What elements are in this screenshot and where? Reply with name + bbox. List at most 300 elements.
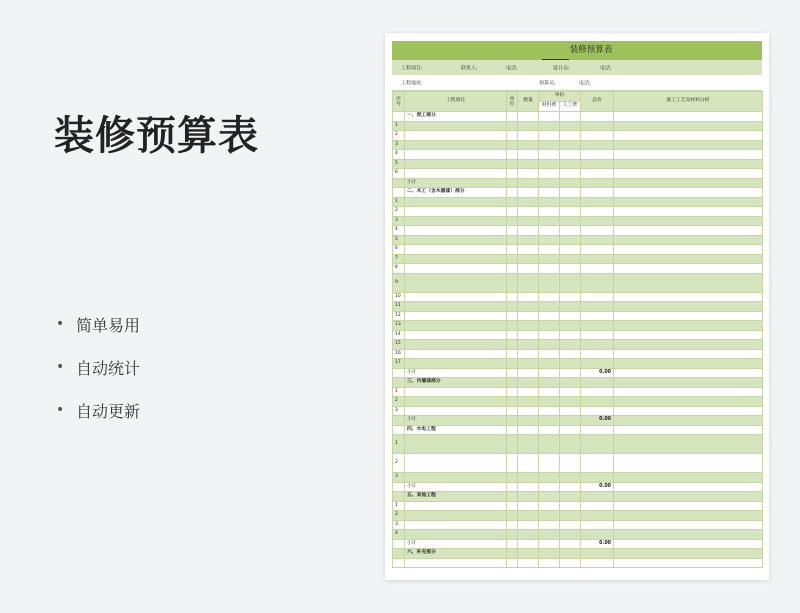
table-cell [405,169,507,179]
table-cell [614,131,763,141]
table-cell [581,264,614,274]
table-row [393,539,763,549]
table-cell [581,425,614,435]
table-cell [393,416,405,426]
table-cell [539,558,560,568]
table-cell [560,511,581,521]
table-cell [539,473,560,483]
table-cell [393,368,405,378]
table-cell [581,511,614,521]
table-cell [614,273,763,292]
table-cell [560,378,581,388]
row-seq: 16 [393,349,405,359]
row-seq: 1 [393,435,405,454]
table-cell [560,340,581,350]
table-cell [518,131,539,141]
table-cell [518,264,539,274]
table-cell [560,188,581,198]
table-cell [560,254,581,264]
table-row [393,530,763,540]
table-cell [539,368,560,378]
table-row [393,416,763,426]
table-cell [560,397,581,407]
table-cell [507,245,518,255]
table-cell [539,330,560,340]
table-cell [507,549,518,559]
row-seq: 5 [393,159,405,169]
table-cell [581,112,614,122]
table-cell [614,501,763,511]
row-seq: 15 [393,340,405,350]
table-cell [614,216,763,226]
table-cell [560,482,581,492]
table-cell [614,140,763,150]
address-label: 工程地址: [401,80,423,86]
table-row [393,558,763,568]
designer-label: 设计员: [553,65,570,71]
table-cell [405,397,507,407]
budgeter-label: 预算员: [539,80,556,86]
table-cell [539,435,560,454]
table-cell [405,435,507,454]
table-cell [518,311,539,321]
table-cell [614,397,763,407]
table-cell [393,188,405,198]
table-cell [518,292,539,302]
table-cell [581,454,614,473]
table-cell [539,340,560,350]
table-cell [539,482,560,492]
table-cell [614,169,763,179]
table-cell [405,216,507,226]
table-cell [507,340,518,350]
table-cell [614,511,763,521]
table-cell [518,235,539,245]
row-seq: 2 [393,454,405,473]
table-cell [560,330,581,340]
table-cell [539,197,560,207]
table-cell [539,121,560,131]
table-cell [614,378,763,388]
table-row [393,197,763,207]
table-cell [581,397,614,407]
table-row [393,150,763,160]
table-cell [560,530,581,540]
table-cell [518,150,539,160]
table-cell [539,264,560,274]
table-cell [560,349,581,359]
table-cell [560,197,581,207]
table-cell [393,549,405,559]
table-cell [581,435,614,454]
table-cell [581,131,614,141]
table-cell [518,530,539,540]
table-cell [507,416,518,426]
table-cell [539,245,560,255]
table-cell [539,140,560,150]
table-cell [581,501,614,511]
table-cell [507,387,518,397]
table-cell [539,454,560,473]
subtotal-value [581,178,614,188]
row-seq: 10 [393,292,405,302]
table-cell [560,302,581,312]
table-cell [393,378,405,388]
row-seq: 4 [393,530,405,540]
table-row [393,359,763,369]
table-cell [405,197,507,207]
table-row [393,264,763,274]
table-cell [560,264,581,274]
table-cell [405,349,507,359]
section-label: 三、内墙漆部分 [405,378,507,388]
table-cell [560,112,581,122]
table-cell [539,226,560,236]
table-cell [507,530,518,540]
table-cell [560,359,581,369]
table-row [393,131,763,141]
header-labor: 人工费 [560,102,581,112]
table-cell [507,435,518,454]
table-cell [405,245,507,255]
row-seq: 5 [393,235,405,245]
row-seq: 3 [393,140,405,150]
budget-sheet-preview [385,33,769,580]
section-label: 二、木工（含木器漆）部分 [405,188,507,198]
subtotal-value: 0.00 [581,482,614,492]
table-cell [539,416,560,426]
table-cell [539,131,560,141]
table-cell [507,169,518,179]
table-row [393,112,763,122]
table-cell [405,558,507,568]
table-cell [518,435,539,454]
table-cell [539,378,560,388]
row-seq: 1 [393,121,405,131]
table-cell [560,311,581,321]
table-cell [405,340,507,350]
subtotal-label: 小计 [405,368,507,378]
table-cell [581,169,614,179]
subtotal-value: 0.00 [581,368,614,378]
table-cell [539,216,560,226]
table-cell [581,349,614,359]
table-cell [518,454,539,473]
row-seq: 3 [393,406,405,416]
table-cell [560,368,581,378]
table-cell [581,321,614,331]
sheet-info-row-2 [392,75,762,91]
table-row [393,292,763,302]
table-cell [405,311,507,321]
table-cell [614,368,763,378]
table-cell [507,349,518,359]
table-cell [393,425,405,435]
table-cell [539,321,560,331]
table-cell [581,406,614,416]
table-cell [507,226,518,236]
table-cell [581,197,614,207]
row-seq: 1 [393,387,405,397]
table-cell [405,501,507,511]
table-cell [518,216,539,226]
table-cell [539,159,560,169]
row-seq: 2 [393,397,405,407]
subtotal-label: 小计 [405,482,507,492]
table-cell [507,482,518,492]
table-cell [405,264,507,274]
table-cell [507,264,518,274]
table-cell [560,321,581,331]
table-cell [581,311,614,321]
table-cell [405,530,507,540]
table-cell [518,387,539,397]
table-cell [393,539,405,549]
table-cell [560,387,581,397]
table-cell [560,140,581,150]
table-cell [507,378,518,388]
table-cell [581,359,614,369]
row-seq: 3 [393,520,405,530]
table-cell [560,159,581,169]
header-qty: 数量 [518,92,539,112]
table-cell [614,340,763,350]
table-cell [518,197,539,207]
table-cell [581,302,614,312]
table-cell [507,131,518,141]
table-cell [507,397,518,407]
table-cell [614,539,763,549]
table-row [393,435,763,454]
table-cell [518,140,539,150]
table-cell [405,359,507,369]
row-seq: 4 [393,150,405,160]
table-cell [539,207,560,217]
table-cell [507,359,518,369]
bullet-icon: • [56,316,65,332]
table-cell [507,216,518,226]
table-cell [507,302,518,312]
table-cell [614,121,763,131]
table-cell [518,406,539,416]
table-cell [581,273,614,292]
table-cell [581,530,614,540]
section-label: 五、其他工程 [405,492,507,502]
table-cell [560,406,581,416]
table-cell [560,292,581,302]
subtotal-value: 0.00 [581,416,614,426]
row-seq: 13 [393,321,405,331]
table-cell [560,435,581,454]
table-cell [518,188,539,198]
table-row [393,245,763,255]
table-cell [507,112,518,122]
row-seq: 11 [393,302,405,312]
table-cell [507,121,518,131]
table-row [393,140,763,150]
table-row [393,121,763,131]
table-cell [405,473,507,483]
table-cell [581,473,614,483]
table-cell [560,216,581,226]
table-cell [518,473,539,483]
table-cell [507,140,518,150]
table-cell [581,235,614,245]
table-cell [518,520,539,530]
table-cell [507,520,518,530]
table-row [393,321,763,331]
table-cell [507,539,518,549]
phone-label: 电话: [579,80,591,86]
table-cell [560,520,581,530]
table-cell [560,549,581,559]
table-cell [560,121,581,131]
table-cell [560,150,581,160]
table-cell [581,226,614,236]
header-item: 工程项目 [405,92,507,112]
sheet-title [392,41,762,60]
table-row [393,492,763,502]
table-row [393,387,763,397]
table-cell [581,340,614,350]
row-seq [393,558,405,568]
table-cell [614,416,763,426]
table-cell [405,511,507,521]
table-cell [518,169,539,179]
table-cell [614,425,763,435]
phone-label: 电话: [600,65,612,71]
table-cell [614,178,763,188]
table-cell [581,492,614,502]
table-row [393,207,763,217]
table-cell [581,254,614,264]
table-cell [581,387,614,397]
feature-item [56,313,140,335]
table-cell [507,406,518,416]
table-cell [539,178,560,188]
table-cell [507,511,518,521]
table-row [393,226,763,236]
sheet-info-row-1 [392,60,762,75]
table-row [393,349,763,359]
table-cell [539,311,560,321]
table-cell [405,254,507,264]
table-row [393,406,763,416]
table-cell [560,273,581,292]
table-cell [518,482,539,492]
table-cell [518,359,539,369]
table-cell [581,140,614,150]
table-cell [393,178,405,188]
table-cell [539,492,560,502]
section-label: 一、泥工部分 [405,112,507,122]
table-cell [405,226,507,236]
table-cell [507,311,518,321]
table-cell [614,530,763,540]
table-cell [560,558,581,568]
feature-list [56,313,140,442]
table-cell [393,112,405,122]
table-cell [614,492,763,502]
table-cell [518,558,539,568]
table-cell [507,273,518,292]
table-cell [405,207,507,217]
table-cell [507,501,518,511]
table-row [393,520,763,530]
table-cell [405,140,507,150]
table-row [393,511,763,521]
subtotal-label: 小计 [405,539,507,549]
table-cell [405,520,507,530]
header-process: 施工工艺及材料分析 [614,92,763,112]
row-seq: 1 [393,197,405,207]
table-cell [405,330,507,340]
table-row [393,454,763,473]
table-cell [614,349,763,359]
table-cell [614,520,763,530]
table-cell [507,558,518,568]
row-seq: 1 [393,501,405,511]
table-cell [539,387,560,397]
table-cell [539,302,560,312]
table-row [393,368,763,378]
table-cell [405,406,507,416]
header-price: 单价 [539,92,581,102]
table-cell [507,492,518,502]
table-row [393,549,763,559]
table-cell [614,435,763,454]
table-cell [518,416,539,426]
table-cell [518,511,539,521]
table-cell [581,150,614,160]
table-cell [539,501,560,511]
table-cell [405,159,507,169]
table-cell [560,226,581,236]
table-cell [614,406,763,416]
table-cell [581,520,614,530]
table-cell [614,226,763,236]
table-cell [614,150,763,160]
feature-label: 自动更新 [76,401,141,421]
table-cell [560,207,581,217]
table-cell [539,349,560,359]
phone-label: 电话: [506,65,518,71]
feature-item [56,356,140,378]
header-material: 材料费 [539,102,560,112]
table-cell [539,254,560,264]
bullet-icon: • [56,402,65,418]
table-cell [614,302,763,312]
table-cell [507,425,518,435]
table-cell [507,178,518,188]
table-cell [518,340,539,350]
table-cell [614,207,763,217]
table-cell [518,492,539,502]
table-cell [405,321,507,331]
row-seq: 2 [393,131,405,141]
table-cell [518,321,539,331]
table-cell [581,159,614,169]
table-cell [507,254,518,264]
table-cell [518,254,539,264]
table-cell [507,235,518,245]
table-cell [614,197,763,207]
row-seq: 2 [393,511,405,521]
table-cell [614,188,763,198]
table-cell [614,264,763,274]
table-cell [539,169,560,179]
table-cell [518,397,539,407]
